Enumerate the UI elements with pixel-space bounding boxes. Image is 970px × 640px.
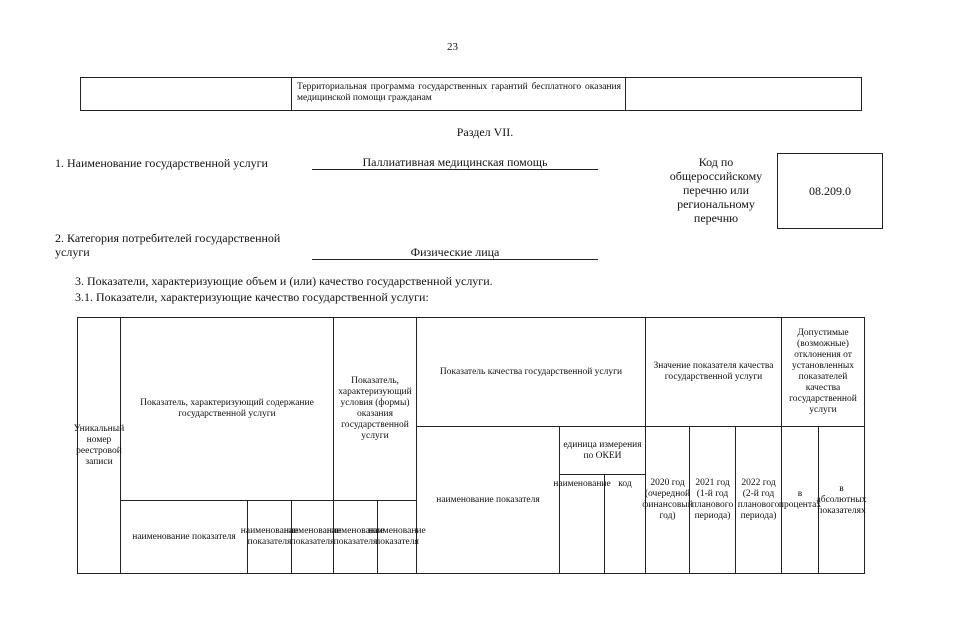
header-content-name-1: наименование показателя: [248, 501, 292, 573]
header-content-indicator-name: наименование показателя: [121, 501, 248, 573]
quality-heading: 3.1. Показатели, характеризующие качество государственной услуги:: [75, 290, 429, 304]
header-unit-name: наименование: [560, 475, 605, 573]
page-number: 23: [447, 41, 458, 53]
header-indicator-value: Значение показателя качества государственной услуги: [646, 318, 782, 427]
header-conditions-name-2: наименование показателя: [378, 501, 417, 573]
header-year-2020: 2020 год (очередной финансовый год): [646, 427, 690, 573]
header-unit: единица измерения по ОКЕИ: [560, 427, 646, 475]
header-in-absolute: в абсолютных показателях: [816, 483, 867, 516]
header-content-indicator: Показатель, характеризующий содержание государственной услуги: [121, 318, 334, 501]
section-title: Раздел VII.: [456, 125, 514, 139]
consumers-label: 2. Категория потребителей государственной услуги: [55, 231, 281, 259]
quality-indicators-table: [73, 317, 867, 574]
code-value: 08.209.0: [777, 153, 883, 229]
header-conditions-name-1: наименование показателя: [334, 501, 378, 573]
program-reference-table: [80, 77, 862, 111]
header-content-name-2: наименование показателя: [292, 501, 334, 573]
indicators-heading: 3. Показатели, характеризующие объем и (или) качество государственной услуги.: [75, 274, 493, 288]
header-quality-indicator-name: наименование показателя: [417, 427, 560, 573]
header-year-2021: 2021 год (1-й год планового периода): [690, 427, 736, 573]
consumers-value: Физические лица: [312, 245, 598, 260]
header-allowed-deviations: Допустимые (возможные) отклонения от установленных показателей качества государственной услуги: [782, 318, 864, 427]
service-name-value: Паллиативная медицинская помощь: [312, 155, 598, 170]
header-year-2022: 2022 год (2-й год планового периода): [736, 427, 782, 573]
header-registry-number: Уникальный номер реестровой записи: [78, 318, 121, 573]
program-reference-text: Территориальная программа государственных гарантий бесплатного оказания медицинской помощи гражданам: [292, 78, 626, 110]
header-quality-indicator: Показатель качества государственной услуги: [417, 318, 646, 427]
empty-cell-left: [81, 78, 292, 110]
code-label: Код по общероссийскому перечню или региональному перечню: [669, 155, 763, 225]
header-unit-code: код: [605, 475, 646, 573]
service-name-label: 1. Наименование государственной услуги: [55, 156, 268, 170]
header-in-percent: в процентах: [782, 427, 819, 573]
header-conditions-indicator: Показатель, характеризующий условия (формы) оказания государственной услуги: [334, 318, 417, 501]
